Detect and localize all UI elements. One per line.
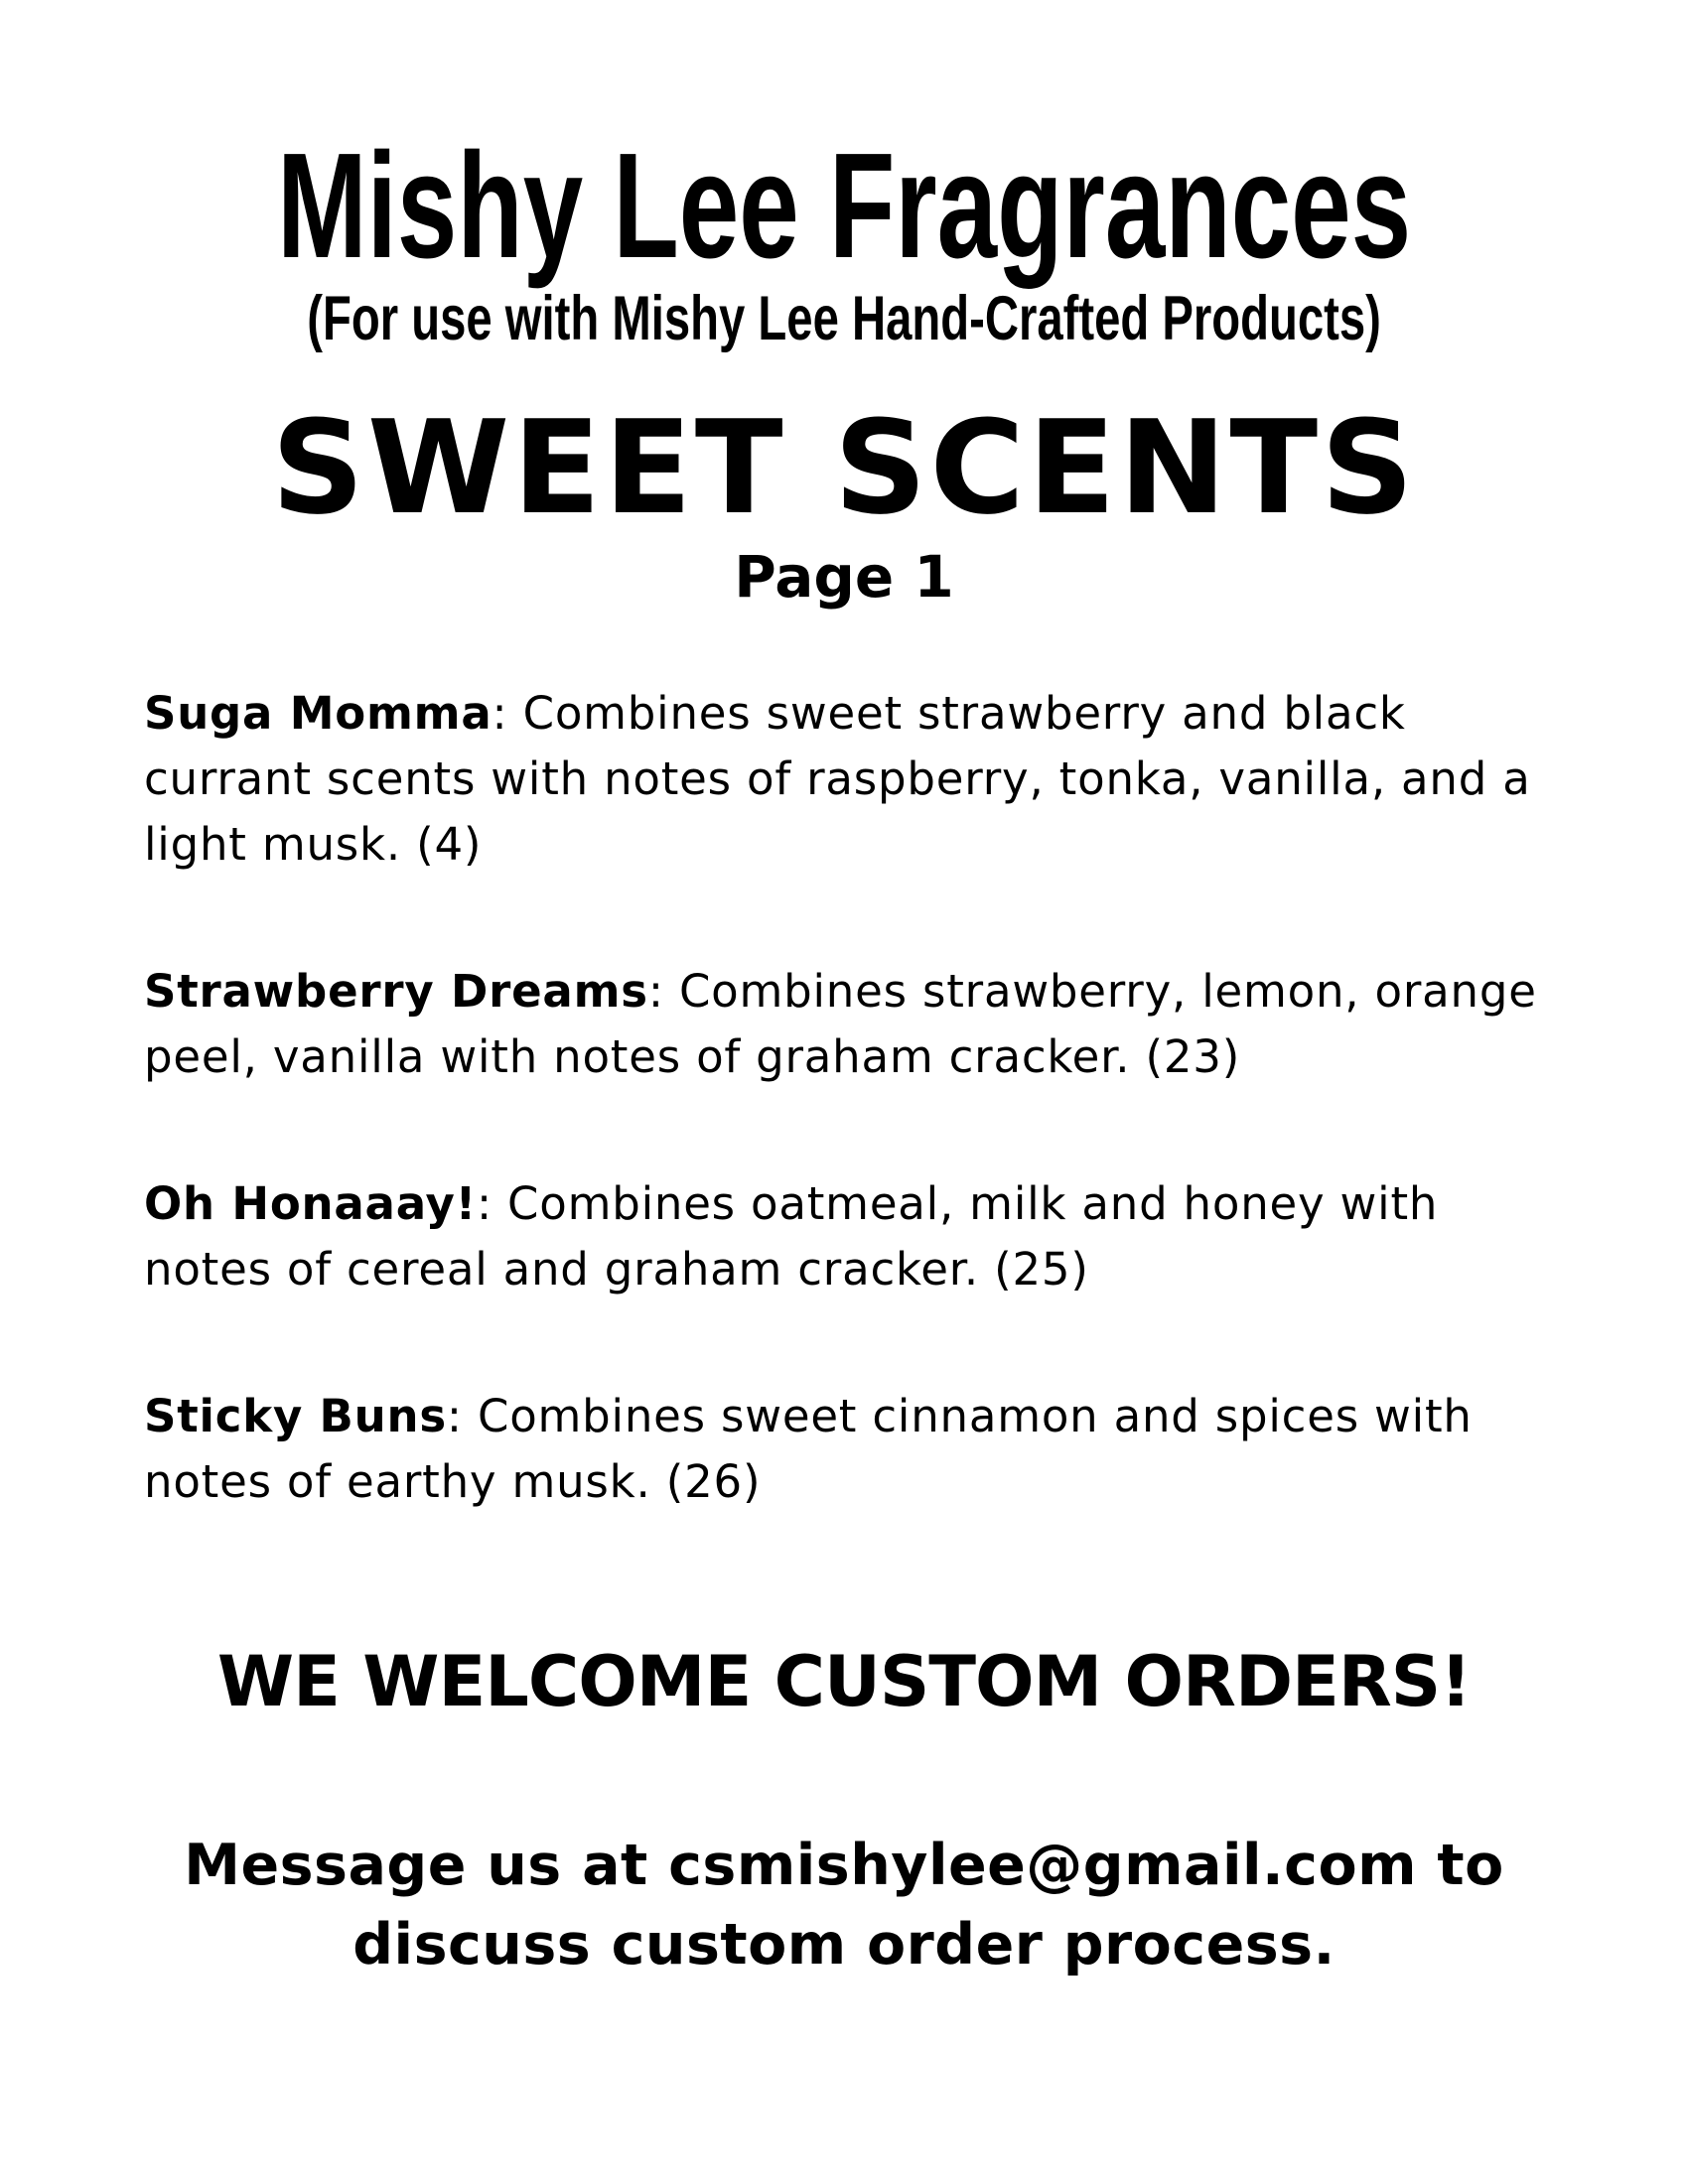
brand-subtitle bbox=[0, 285, 1688, 353]
scent-name: Sticky Buns bbox=[144, 1389, 447, 1442]
scent-item-oh-honaaay bbox=[144, 1171, 1554, 1302]
section-title: SWEET SCENTS bbox=[271, 391, 1417, 543]
scent-name: Suga Momma bbox=[144, 686, 492, 740]
custom-orders-heading: WE WELCOME CUSTOM ORDERS! bbox=[216, 1640, 1472, 1722]
scent-item-strawberry-dreams bbox=[144, 959, 1554, 1090]
scent-name: Oh Honaaay! bbox=[144, 1176, 477, 1230]
scent-description: : Combines strawberry, lemon, orange peel, vanilla with notes of graham cracker. (23) bbox=[144, 964, 1537, 1083]
custom-orders-message-line-1: Message us at csmishylee@gmail.com to bbox=[184, 1833, 1504, 1899]
scent-item-suga-momma bbox=[144, 681, 1554, 878]
scent-description: : Combines sweet strawberry and black currant scents with notes of raspberry, tonka, vanilla, and a light musk. (4) bbox=[144, 686, 1531, 871]
scent-list bbox=[144, 681, 1554, 1515]
brand-title-text: Mishy Lee Fragrances bbox=[276, 121, 1412, 289]
scent-description: : Combines sweet cinnamon and spices with notes of earthy musk. (26) bbox=[144, 1389, 1473, 1508]
custom-orders-message-line-2: discuss custom order process. bbox=[352, 1912, 1336, 1979]
scent-name: Strawberry Dreams bbox=[144, 964, 648, 1018]
custom-orders-message bbox=[0, 1826, 1688, 1984]
brand-subtitle-text: (For use with Mishy Lee Hand-Crafted Products) bbox=[307, 283, 1381, 353]
brand-title bbox=[0, 0, 1688, 289]
scent-description: : Combines oatmeal, milk and honey with notes of cereal and graham cracker. (25) bbox=[144, 1176, 1439, 1296]
scent-item-sticky-buns bbox=[144, 1384, 1554, 1515]
page-number: Page 1 bbox=[734, 542, 954, 611]
